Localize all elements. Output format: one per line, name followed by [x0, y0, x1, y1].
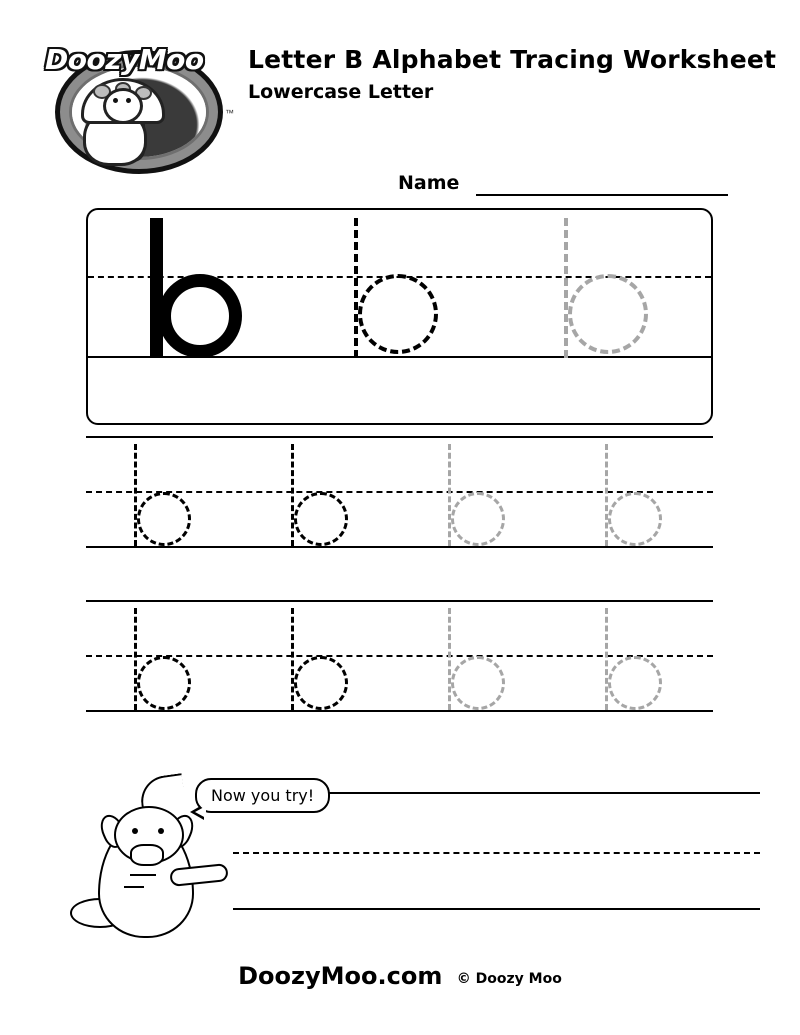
trace-letter-b-light[interactable] [448, 608, 528, 710]
footer-site-name[interactable]: DoozyMoo.com [238, 962, 443, 990]
row-baseline [86, 710, 713, 712]
row-top-line [86, 436, 713, 438]
free-write-baseline[interactable] [233, 908, 760, 910]
logo-trademark-symbol: ™ [225, 108, 234, 118]
mascot-detail-line [130, 874, 156, 876]
speech-bubble-tail-fill [195, 806, 206, 818]
free-write-dashed-midline[interactable] [233, 852, 760, 854]
practice-row-2 [86, 600, 713, 710]
name-input-line[interactable] [476, 194, 728, 196]
trace-letter-b-light[interactable] [448, 444, 528, 546]
mascot-muzzle [130, 844, 164, 866]
worksheet-footer [0, 962, 800, 1012]
worksheet-header [0, 0, 800, 180]
logo-cow-eye-icon [126, 98, 131, 103]
trace-letter-b-dark[interactable] [134, 608, 214, 710]
name-field-row [398, 172, 738, 202]
trace-letter-b-light[interactable] [564, 218, 684, 358]
model-letter-b-solid [150, 218, 270, 358]
doozy-moo-logo[interactable] [27, 22, 234, 174]
title-block [248, 44, 777, 106]
page-title: Letter B Alphabet Tracing Worksheet [248, 45, 777, 74]
speech-bubble: Now you try! [195, 778, 330, 813]
trace-letter-b-dark[interactable] [134, 444, 214, 546]
logo-cow-head-icon [103, 88, 143, 124]
practice-row-1 [86, 436, 713, 546]
page-subtitle: Lowercase Letter [248, 81, 434, 103]
row-top-line [86, 600, 713, 602]
mascot-eye [158, 828, 164, 834]
footer-copyright: © Doozy Moo [456, 971, 562, 987]
trace-letter-b-light[interactable] [605, 444, 685, 546]
trace-letter-b-light[interactable] [605, 608, 685, 710]
trace-letter-b-dark[interactable] [291, 444, 371, 546]
name-label: Name [398, 172, 460, 194]
mascot-detail-line [124, 886, 144, 888]
trace-letter-b-dark[interactable] [291, 608, 371, 710]
logo-cow-eye-icon [113, 98, 118, 103]
logo-wordmark: DoozyMoo [45, 43, 204, 76]
mascot-eye [132, 828, 138, 834]
model-letter-box [86, 208, 713, 425]
row-baseline [86, 546, 713, 548]
trace-letter-b-dark[interactable] [354, 218, 474, 358]
free-write-section [40, 760, 760, 940]
